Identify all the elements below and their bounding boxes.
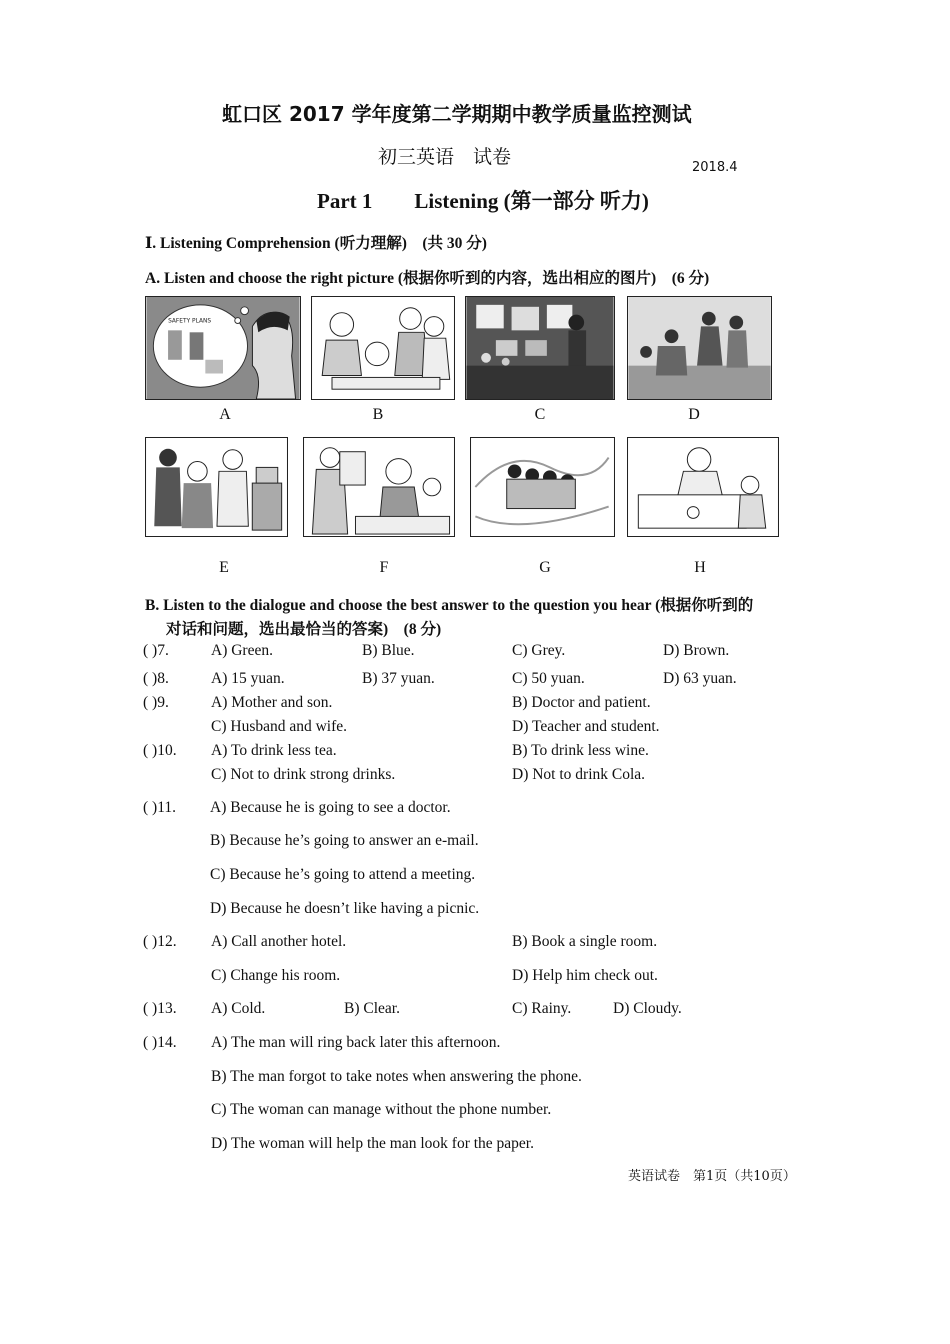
question-13-number: ( )13. [143,1000,177,1017]
picture-e-illustration [146,438,287,536]
question-8-option-a: A) 15 yuan. [211,670,285,687]
question-9-number: ( )9. [143,694,169,711]
question-8-number: ( )8. [143,670,169,687]
question-9-option-d: D) Teacher and student. [512,718,660,735]
safety-plans-sign: SAFETY PLANS [168,318,212,325]
picture-a [145,296,301,400]
question-12-option-a: A) Call another hotel. [211,933,347,950]
page-footer: 英语试卷 第1页（共10页） [628,1169,796,1184]
question-10-option-c: C) Not to drink strong drinks. [211,766,396,783]
question-11-option-b: B) Because he’s going to answer an e-mail. [210,832,479,849]
picture-h [627,437,779,537]
question-11-option-c: C) Because he’s going to attend a meeting. [210,866,476,883]
picture-label-f: F [379,559,389,576]
question-13-option-d: D) Cloudy. [613,1000,682,1017]
part-heading: Part 1 Listening (第一部分 听力) [317,189,649,213]
picture-g [470,437,615,537]
picture-g-illustration [471,438,614,536]
question-12-number: ( )12. [143,933,177,950]
picture-label-g: G [539,559,551,576]
picture-h-illustration [628,438,778,536]
question-14-option-a: A) The man will ring back later this afternoon. [211,1034,501,1051]
question-11-number: ( )11. [143,799,176,816]
exam-subtitle: 初三英语 试卷 [378,146,512,168]
picture-label-h: H [694,559,706,576]
picture-f [303,437,455,537]
picture-label-a: A [219,406,231,423]
question-8-option-d: D) 63 yuan. [663,670,737,687]
picture-b-illustration [312,297,454,399]
section-b-heading-line1: B. Listen to the dialogue and choose the best answer to the question you hear (根据你听到的 [145,597,754,614]
question-12-option-d: D) Help him check out. [512,967,658,984]
question-12-option-b: B) Book a single room. [512,933,658,950]
question-14-option-b: B) The man forgot to take notes when answering the phone. [211,1068,582,1085]
question-7-option-a: A) Green. [211,642,273,659]
question-10-option-d: D) Not to drink Cola. [512,766,646,783]
picture-c-illustration [466,297,614,399]
question-11-option-d: D) Because he doesn’t like having a picnic. [210,900,480,917]
picture-d-illustration [628,297,771,399]
picture-label-e: E [219,559,229,576]
question-10-number: ( )10. [143,742,177,759]
section-b-heading-line2: 对话和问题，选出最恰当的答案) (8 分) [166,621,442,638]
question-7-number: ( )7. [143,642,169,659]
question-13-option-b: B) Clear. [344,1000,400,1017]
question-14-option-d: D) The woman will help the man look for the paper. [211,1135,534,1152]
exam-date: 2018.4 [692,160,738,175]
question-7-option-d: D) Brown. [663,642,730,659]
picture-f-illustration [304,438,454,536]
question-9-option-a: A) Mother and son. [211,694,333,711]
question-12-option-c: C) Change his room. [211,967,341,984]
question-8-option-c: C) 50 yuan. [512,670,585,687]
question-9-option-c: C) Husband and wife. [211,718,348,735]
question-7-option-c: C) Grey. [512,642,566,659]
question-10-option-b: B) To drink less wine. [512,742,649,759]
exam-title: 虹口区 2017 学年度第二学期期中教学质量监控测试 [222,102,692,126]
question-7-option-b: B) Blue. [362,642,415,659]
picture-label-c: C [534,406,546,423]
question-10-option-a: A) To drink less tea. [211,742,337,759]
question-13-option-c: C) Rainy. [512,1000,572,1017]
question-8-option-b: B) 37 yuan. [362,670,435,687]
picture-b [311,296,455,400]
section-1-heading: Ⅰ. Listening Comprehension (听力理解) (共 30 分) [145,235,487,252]
question-9-option-b: B) Doctor and patient. [512,694,651,711]
question-11-option-a: A) Because he is going to see a doctor. [210,799,451,816]
question-13-option-a: A) Cold. [211,1000,266,1017]
question-14-option-c: C) The woman can manage without the phone number. [211,1101,552,1118]
picture-d [627,296,772,400]
picture-label-d: D [688,406,700,423]
picture-e [145,437,288,537]
picture-label-b: B [372,406,384,423]
picture-c [465,296,615,400]
section-a-heading: A. Listen and choose the right picture (根据你听到的内容，选出相应的图片) (6 分) [145,270,710,287]
picture-a-illustration [146,297,300,399]
question-14-number: ( )14. [143,1034,177,1051]
